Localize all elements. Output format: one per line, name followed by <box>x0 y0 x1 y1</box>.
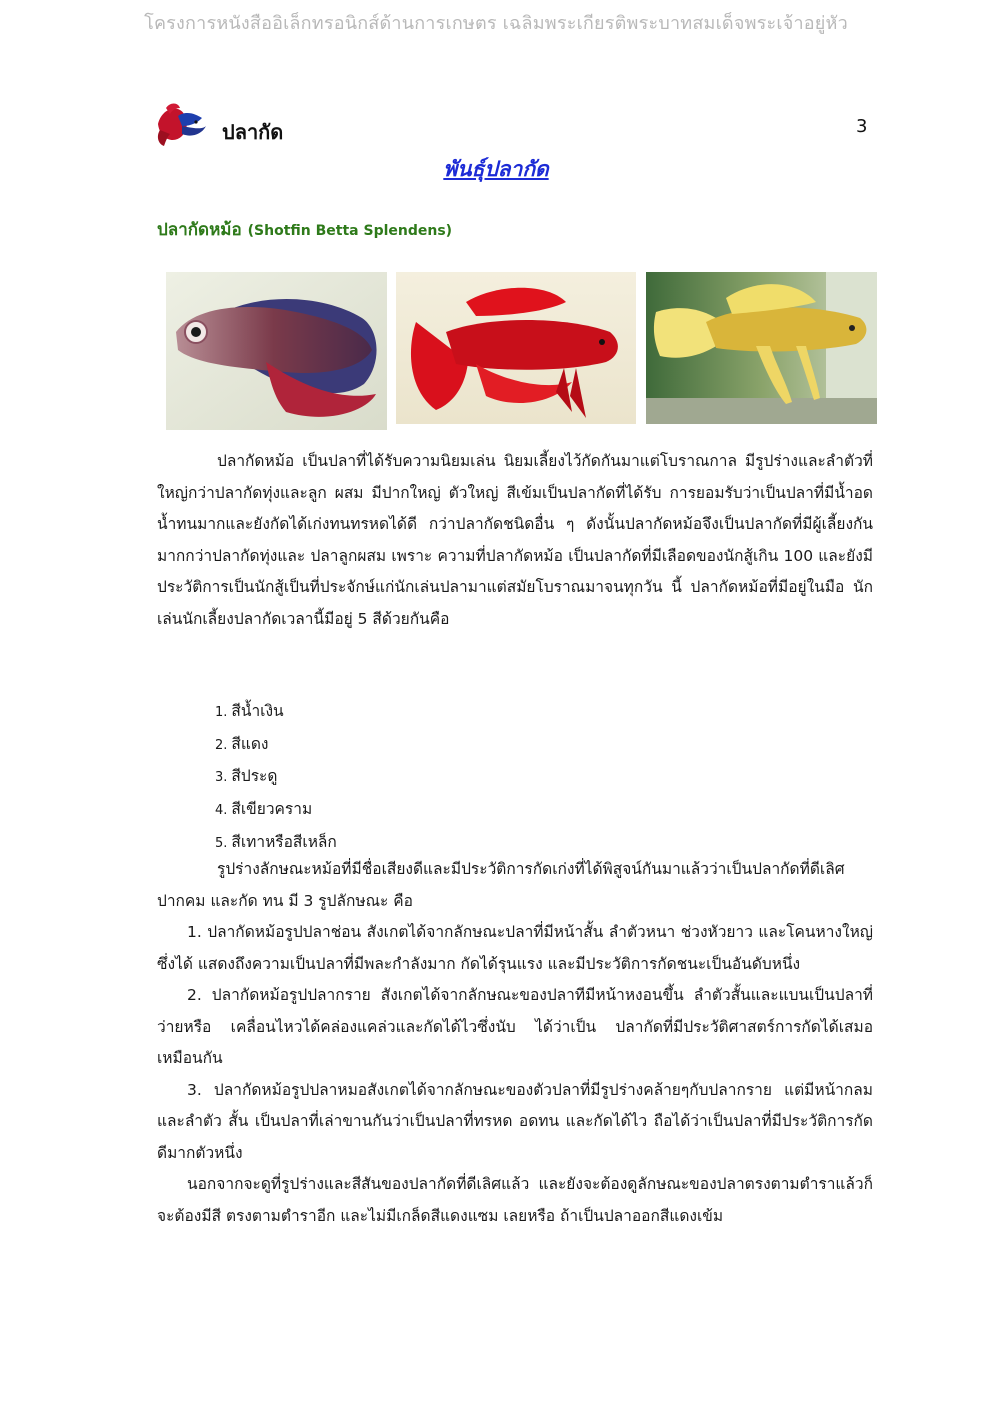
yellow-betta-photo <box>646 272 877 424</box>
header-banner: โครงการหนังสืออิเล็กทรอนิกส์ด้านการเกษตร เฉลิมพระเกียรติพระบาทสมเด็จพระเจ้าอยู่หัว <box>144 13 848 34</box>
list-item-text: สีแดง <box>231 734 269 753</box>
list-item-number: 3. <box>215 770 228 786</box>
intro-paragraph-block <box>157 446 873 635</box>
betta-fish-logo-icon <box>152 100 210 148</box>
list-item-number: 4. <box>215 803 228 819</box>
closing-paragraph: นอกจากจะดูที่รูปร่างและสีสันของปลากัดที่ดีเลิศแล้ว และยังจะต้องดูลักษณะของปลาตรงตามตำราแล้วก็จะต้องมีสี ตรงตามตำราอีก และไม่มีเกล็ดสีแดงแซม เลยหรือ ถ้าเป็นปลาออกสีแดงเข้ม <box>157 1175 873 1225</box>
shape-3-paragraph: 3. ปลากัดหม้อรูปปลาหมอสังเกตได้จากลักษณะของตัวปลาที่มีรูปร่างคล้ายๆกับปลากราย แต่มีหน้ากลมและลำตัว สั้น เป็นปลาที่เล่าขานกันว่าเป็นปลาที่ทรหด อดทน และกัดได้ไว ถือได้ว่าเป็นปลาที่มีประวัติการกัดดีมากตัวหนึ่ง <box>157 1080 873 1162</box>
list-item-number: 1. <box>215 705 228 720</box>
list-item-number: 5. <box>215 835 228 851</box>
color-list-block <box>157 696 873 860</box>
list-item-text: สีเทาหรือสีเหล็ก <box>231 832 337 851</box>
list-item-number: 2. <box>215 737 228 753</box>
purple-betta-photo <box>166 272 387 430</box>
section-heading-thai: ปลากัดหม้อ <box>157 220 242 240</box>
list-item-text: สีเขียวคราม <box>231 800 313 819</box>
intro-paragraph: ปลากัดหม้อ เป็นปลาที่ได้รับความนิยมเล่น นิยมเลี้ยงไว้กัดกันมาแต่โบราณกาล มีรูปร่างและลำตัวที่ใหญ่กว่าปลากัดทุ่งและลูก ผสม มีปากใหญ่ ตัวใหญ่ สีเข้มเป็นปลากัดที่ได้รับ การยอมรับว่าเป็นปลาที่มีน้ำอดน้ำทนมากและยังกัดได้เก่งทนทรหดได้ดี กว่าปลากัดชนิดอื่น ๆ ดังนั้นปลากัดหม้อจึงเป็นปลากัดที่มีผู้เลี้ยงกันมากกว่าปลากัดทุ่งและ ปลาลูกผสม เพราะ ความที่ปลากัดหม้อ เป็นปลากัดที่มีเลือดของนักสู้เกิน 100 และยังมีประวัติการเป็นนักสู้เป็นที่ประจักษ์แก่นักเล่นปลามาแต่สมัยโบราณมาจนทุกวัน นี้ ปลากัดหม้อที่มีอยู่ในมือ นักเล่นนักเลี้ยงปลากัดเวลานี้มีอยู่ 5 สีด้วยกันคือ <box>157 452 873 628</box>
shapes-block <box>157 854 873 1232</box>
color-list <box>157 696 873 860</box>
section-heading-latin: (Shotfin Betta Splendens) <box>247 223 453 239</box>
list-item-text: สีน้ำเงิน <box>231 702 284 720</box>
list-item-text: สีประดู <box>231 767 278 786</box>
list-item <box>157 794 873 827</box>
book-title: ปลากัด <box>222 120 284 144</box>
chapter-title: พันธุ์ปลากัด <box>443 157 549 181</box>
red-betta-photo <box>396 272 636 424</box>
page-number: 3 <box>856 116 868 137</box>
shape-2-paragraph: 2. ปลากัดหม้อรูปปลากราย สังเกตได้จากลักษณะของปลาทีมีหน้าหงอนขึ้น ลำตัวสั้นและแบนเป็นปลาที่ว่ายหรือ เคลื่อนไหวได้คล่องแคล่วและกัดได้ไวซึ่งนับ ได้ว่าเป็น ปลากัดที่มีประวัติศาสตร์การกัดได้เสมอเหมือนกัน <box>157 986 873 1067</box>
list-item <box>157 696 873 729</box>
section-heading <box>157 216 452 243</box>
shape-1-paragraph: 1. ปลากัดหม้อรูปปลาช่อน สังเกตได้จากลักษณะปลาที่มีหน้าสั้น ลำตัวหนา ช่วงหัวยาว และโคนหางใหญ่ ซึ่งได้ แสดงถึงความเป็นปลาที่มีพละกำลังมาก กัดได้รุนแรง และมีประวัติการกัดชนะเป็นอันดับหนึ่ง <box>157 923 873 973</box>
shapes-intro-paragraph: รูปร่างลักษณะหม้อที่มีชื่อเสียงดีและมีประวัติการกัดเก่งที่ได้พิสูจน์กันมาแล้วว่าเป็นปลากัดที่ดีเลิศ ปากคม และกัด ทน มี 3 รูปลักษณะ คือ <box>157 860 845 910</box>
list-item <box>157 761 873 794</box>
list-item <box>157 729 873 762</box>
